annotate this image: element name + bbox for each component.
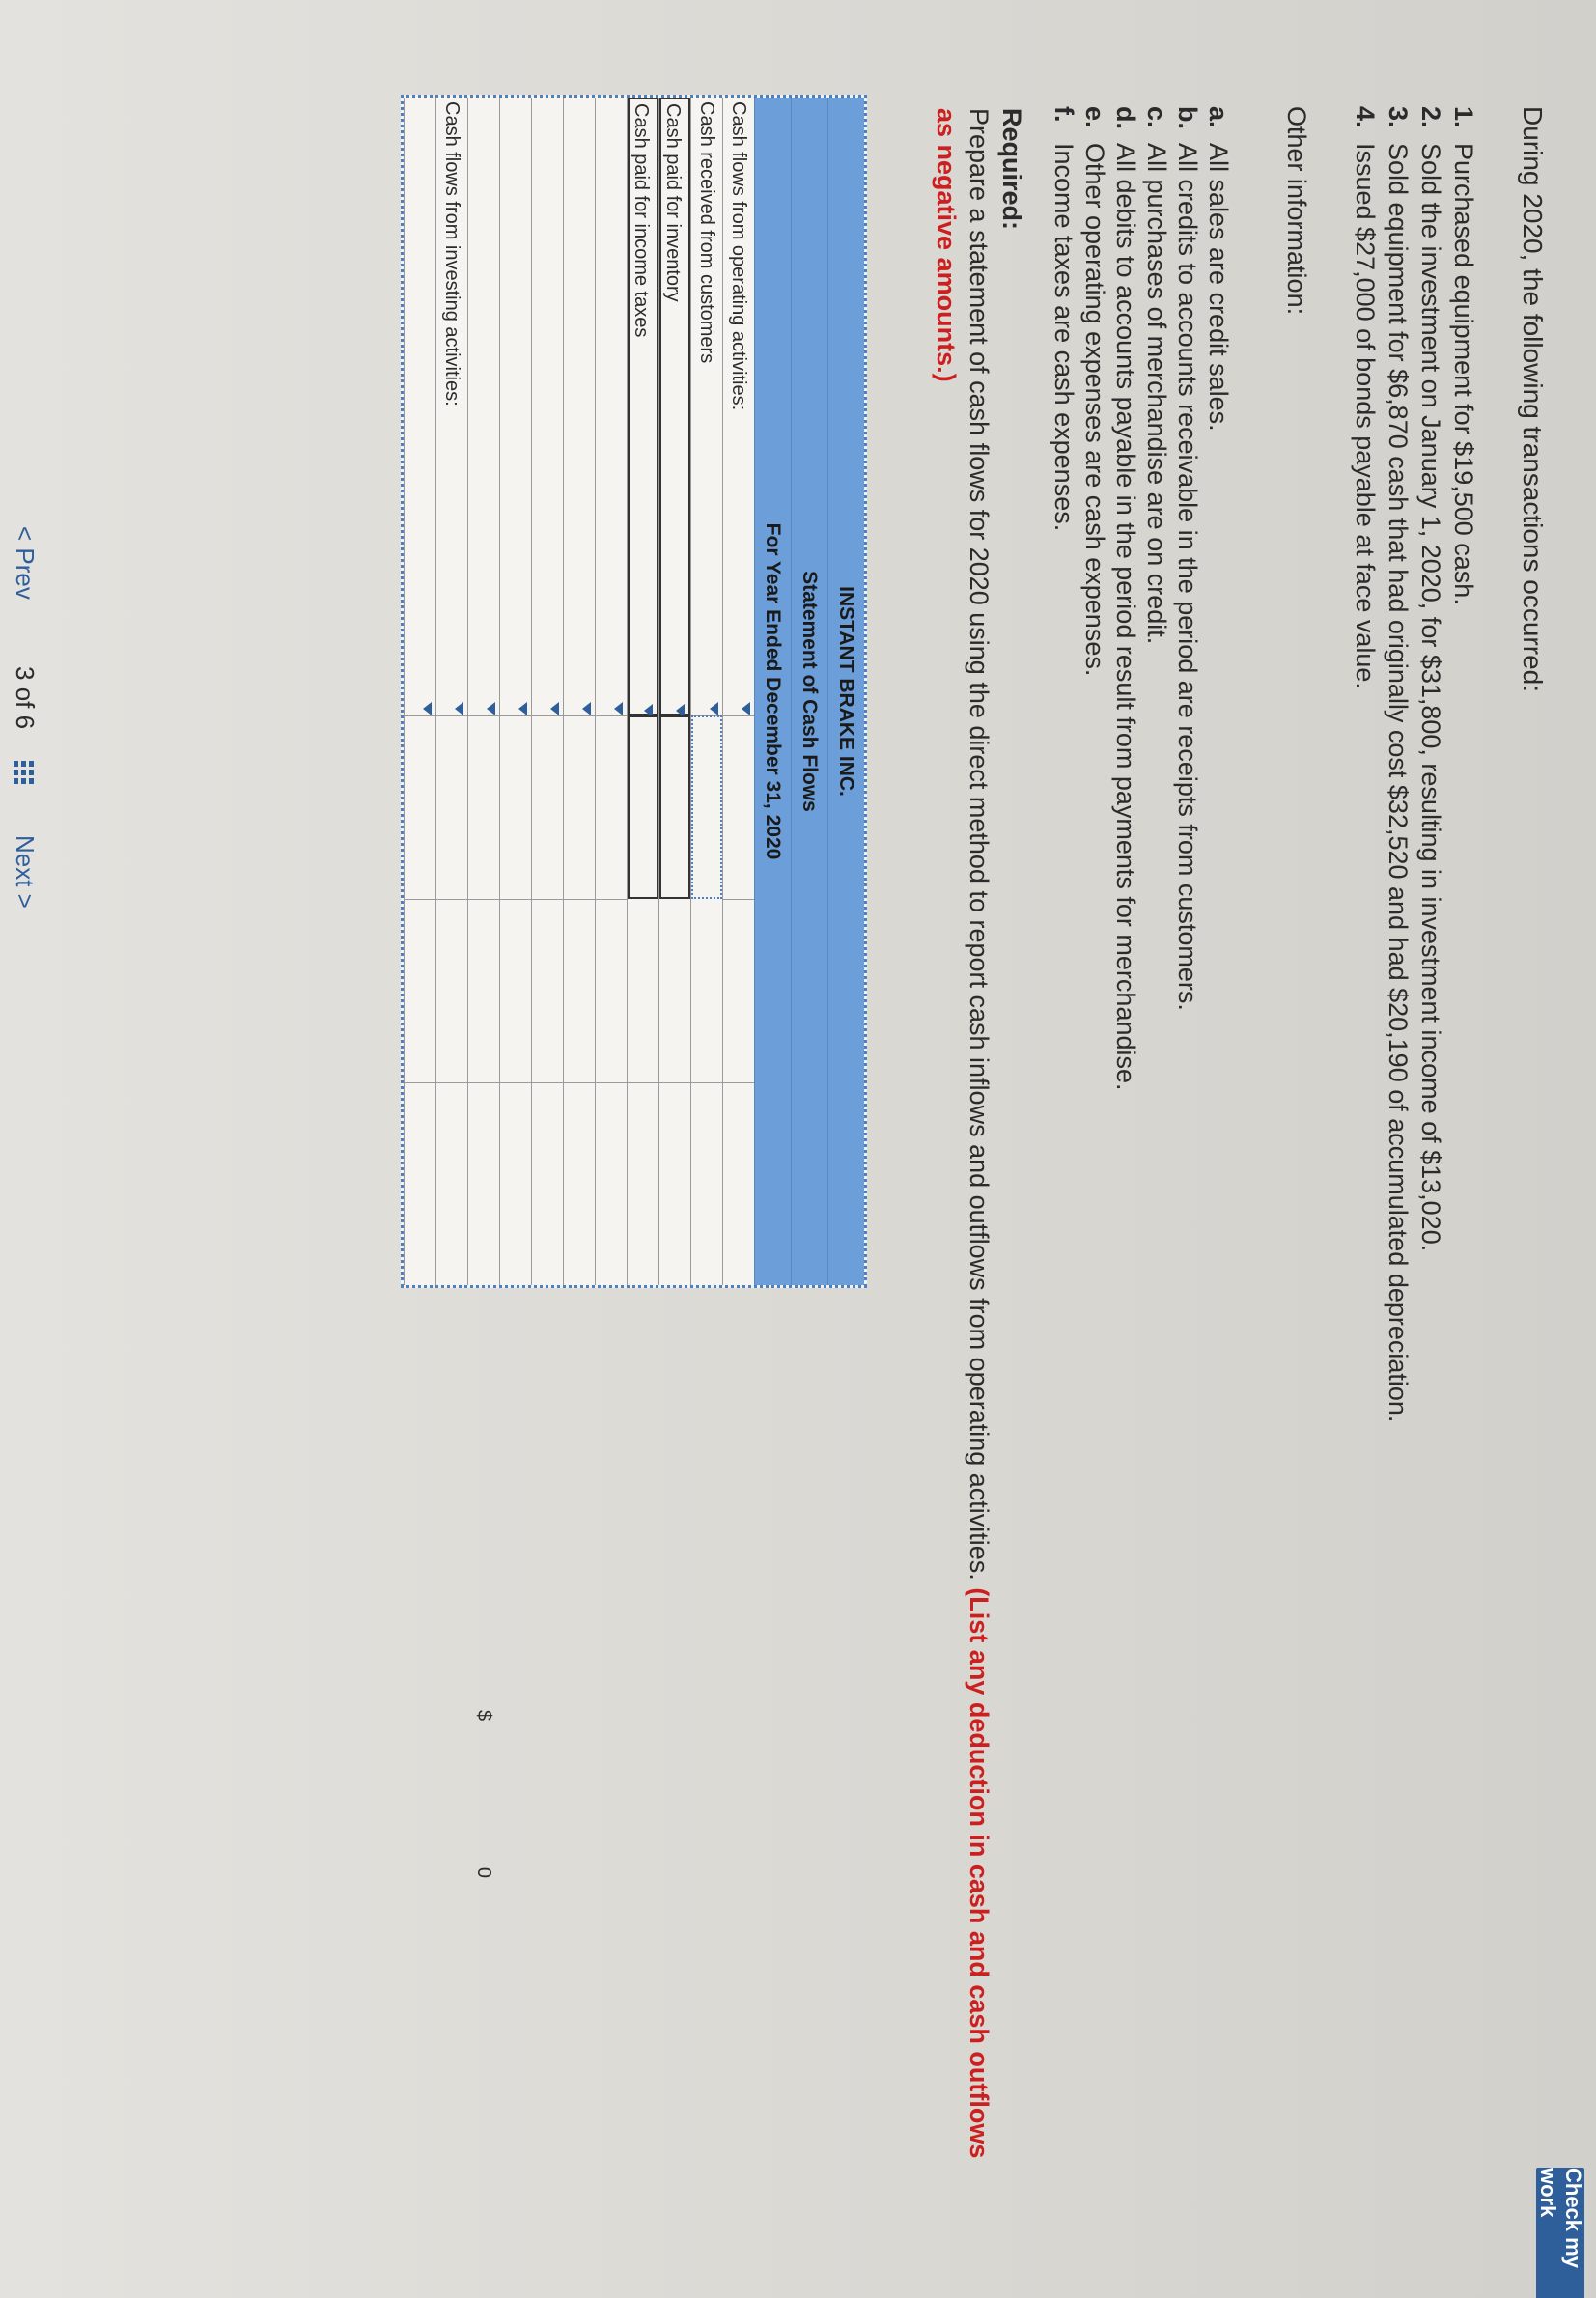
total-cell — [468, 1082, 499, 1285]
line-item-select[interactable] — [564, 98, 595, 716]
required-heading: Required: — [997, 108, 1026, 231]
other-info-item: b.All credits to accounts receivable in the period are receipts from customers. — [1173, 106, 1202, 1011]
table-row — [435, 98, 467, 1285]
line-item-select[interactable] — [500, 98, 531, 716]
amount-input[interactable] — [500, 715, 531, 900]
dropdown-arrow-icon — [550, 702, 559, 715]
line-item-select[interactable]: Cash received from customers — [691, 98, 722, 716]
grid-icon[interactable] — [13, 761, 34, 784]
total-cell — [659, 1082, 690, 1285]
amount-input[interactable] — [596, 715, 627, 900]
other-information-heading: Other information: — [1282, 106, 1311, 316]
table-row — [499, 98, 531, 1285]
cash-flow-statement-table — [401, 95, 867, 1878]
subtotal-cell — [436, 899, 467, 1083]
required-instructions: Prepare a statement of cash flows for 2020 using the direct method to report cash inflows and outflows from operating activities. (List any deduction in cash and cash outflows as negative amounts.) — [932, 108, 994, 2159]
line-item-select[interactable] — [468, 98, 499, 716]
other-info-item: f.Income taxes are cash expenses. — [1050, 106, 1078, 532]
amount-input[interactable] — [659, 715, 690, 899]
line-item-select[interactable]: Cash flows from investing activities: — [436, 98, 467, 716]
statement-company-name: INSTANT BRAKE INC. — [827, 98, 864, 1285]
subtotal-cell — [691, 899, 722, 1083]
total-cell — [691, 1082, 722, 1285]
page-indicator: 3 of 6 — [11, 666, 40, 730]
table-row — [467, 98, 499, 1878]
table-row — [531, 98, 563, 1285]
table-row — [658, 98, 690, 1285]
total-cell — [500, 1082, 531, 1285]
dropdown-arrow-icon — [742, 702, 750, 715]
table-row — [627, 98, 658, 1285]
currency-symbol: $ — [473, 1710, 494, 1722]
amount-input[interactable] — [691, 715, 722, 899]
total-cell — [436, 1082, 467, 1285]
prev-button[interactable]: < Prev — [11, 526, 40, 600]
dropdown-arrow-icon — [455, 702, 463, 715]
table-row — [690, 98, 722, 1285]
transaction-item: 3.Sold equipment for $6,870 cash that had originally cost $32,520 and had $20,190 of accumulated depreciation. — [1384, 106, 1413, 1423]
subtotal-cell — [405, 899, 435, 1083]
amount-input[interactable] — [468, 715, 499, 900]
subtotal-cell — [564, 899, 595, 1083]
amount-input[interactable] — [628, 715, 658, 899]
table-row — [595, 98, 627, 1285]
amount-input[interactable] — [532, 715, 563, 900]
transaction-item: 4.Issued $27,000 of bonds payable at face value. — [1351, 106, 1380, 689]
line-item-select[interactable]: Cash paid for inventory — [659, 98, 690, 715]
table-row — [563, 98, 595, 1285]
problem-intro: During 2020, the following transactions occurred: — [1518, 106, 1548, 693]
other-info-item: a.All sales are credit sales. — [1204, 106, 1233, 432]
question-navigation — [1, 0, 40, 1352]
total-cell — [596, 1082, 627, 1285]
amount-input[interactable] — [564, 715, 595, 900]
subtotal-cell — [659, 899, 690, 1083]
table-row — [722, 98, 754, 1285]
total-cell — [564, 1082, 595, 1285]
net-operating-total: 0 — [473, 1866, 494, 1878]
line-item-select[interactable]: Cash paid for income taxes — [628, 98, 658, 715]
subtotal-cell — [468, 899, 499, 1878]
total-cell — [628, 1082, 658, 1285]
dropdown-arrow-icon — [423, 702, 432, 715]
amount-input[interactable] — [723, 715, 754, 900]
table-row — [404, 98, 435, 1285]
line-item-select[interactable] — [596, 98, 627, 716]
transaction-item: 2.Sold the investment on January 1, 2020, for $31,800, resulting in investment income of $13,020. — [1416, 106, 1445, 1252]
dropdown-arrow-icon — [582, 702, 591, 715]
subtotal-cell — [500, 899, 531, 1083]
next-button[interactable]: Next > — [11, 835, 40, 909]
other-info-item: d.All debits to accounts payable in the period result from payments for merchandise. — [1111, 106, 1140, 1091]
dropdown-arrow-icon — [614, 702, 623, 715]
line-item-select[interactable] — [532, 98, 563, 716]
other-info-item: c.All purchases of merchandise are on credit. — [1142, 106, 1171, 645]
other-info-item: e.Other operating expenses are cash expenses. — [1080, 106, 1109, 677]
statement-period: For Year Ended December 31, 2020 — [754, 98, 791, 1285]
dropdown-arrow-icon — [710, 702, 718, 715]
dropdown-arrow-icon — [518, 702, 527, 715]
other-information-list — [1049, 106, 1234, 1091]
total-cell — [405, 1082, 435, 1285]
dropdown-arrow-icon — [487, 702, 495, 715]
total-cell — [532, 1082, 563, 1285]
amount-input[interactable] — [436, 715, 467, 900]
required-note: (List any deduction in cash and cash outflows as negative amounts.) — [932, 108, 994, 2159]
subtotal-cell — [628, 899, 658, 1083]
line-item-select[interactable] — [405, 98, 435, 716]
total-cell — [723, 1082, 754, 1285]
statement-title: Statement of Cash Flows — [791, 98, 827, 1285]
amount-input[interactable] — [405, 715, 435, 900]
transaction-item: 1.Purchased equipment for $19,500 cash. — [1449, 106, 1478, 605]
line-item-select[interactable]: Cash flows from operating activities: — [723, 98, 754, 716]
subtotal-cell — [596, 899, 627, 1083]
transactions-list — [1349, 106, 1480, 1422]
check-my-work-button[interactable]: Check my work — [1536, 2168, 1584, 2298]
subtotal-cell — [532, 899, 563, 1083]
subtotal-cell — [723, 899, 754, 1083]
